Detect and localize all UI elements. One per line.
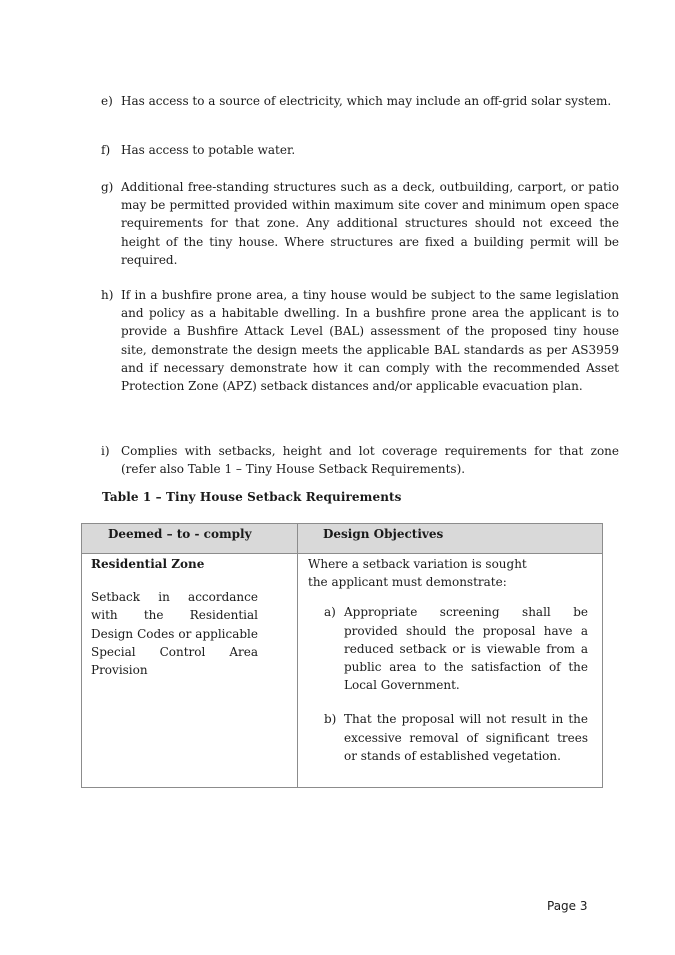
- list-marker: h): [101, 288, 114, 302]
- list-marker: g): [101, 180, 114, 194]
- list-item-text: If in a bushfire prone area, a tiny house would be subject to the same legislation and policy as a habitable dwelling. In a bushfire prone area the applicant is to provide a Bushfire Attack Level (BAL) assessment of the proposed tiny house site, demonstrate the design meets the applicable BAL standards as per AS3959 and if necessary demonstrate how it can comply with the recommended Asset Protection Zone (APZ) setback distances and/or applicable evacuation plan.: [121, 288, 619, 394]
- page-number: Page 3: [547, 899, 588, 913]
- zone-setback-text: Setback in accordance with the Residential Design Codes or applicable Special Control Area Provision: [91, 590, 258, 678]
- list-item-h: [101, 286, 619, 395]
- list-item-g: [101, 178, 619, 269]
- zone-heading: Residential Zone: [91, 557, 205, 571]
- list-marker: i): [101, 444, 110, 458]
- list-item-text: Complies with setbacks, height and lot coverage requirements for that zone (refer also Table 1 – Tiny House Setback Requirements).: [121, 444, 619, 477]
- list-item-text: Additional free-standing structures such as a deck, outbuilding, carport, or patio may be permitted provided within maximum site cover and minimum open space requirements for that zone. Any additional structures should not exceed the height of the tiny house. Where structures are fixed a building permit will be required.: [121, 180, 619, 267]
- list-item-e: [101, 92, 619, 110]
- objective-item-b: [308, 710, 588, 765]
- list-marker: f): [101, 143, 111, 157]
- list-marker: e): [101, 94, 113, 108]
- list-item-text: Has access to a source of electricity, which may include an off-grid solar system.: [121, 94, 612, 108]
- objective-marker: a): [324, 605, 336, 620]
- table-header-row: [82, 524, 603, 554]
- list-item-i: [101, 442, 619, 478]
- design-objectives-cell: [298, 554, 603, 788]
- objectives-intro-line-1: Where a setback variation is sought: [308, 557, 527, 571]
- header-deemed-to-comply: Deemed – to - comply: [82, 524, 298, 554]
- deemed-to-comply-cell: [82, 554, 298, 788]
- objective-text: That the proposal will not result in the excessive removal of significant trees or stands of established vegetation.: [344, 712, 588, 763]
- header-design-objectives: Design Objectives: [298, 524, 603, 554]
- list-item-f: [101, 141, 619, 159]
- list-item-text: Has access to potable water.: [121, 143, 296, 157]
- objective-item-a: [308, 603, 588, 694]
- setback-requirements-table: [81, 523, 603, 788]
- objectives-list: [308, 603, 588, 765]
- objective-text: Appropriate screening shall be provided should the proposal have a reduced setback or is viewable from a public area to the satisfaction of the Local Government.: [344, 605, 588, 693]
- objective-marker: b): [324, 712, 337, 727]
- objectives-intro-line-2: the applicant must demonstrate:: [308, 575, 507, 590]
- table-row: [82, 554, 603, 788]
- table-caption: Table 1 – Tiny House Setback Requirements: [102, 490, 402, 504]
